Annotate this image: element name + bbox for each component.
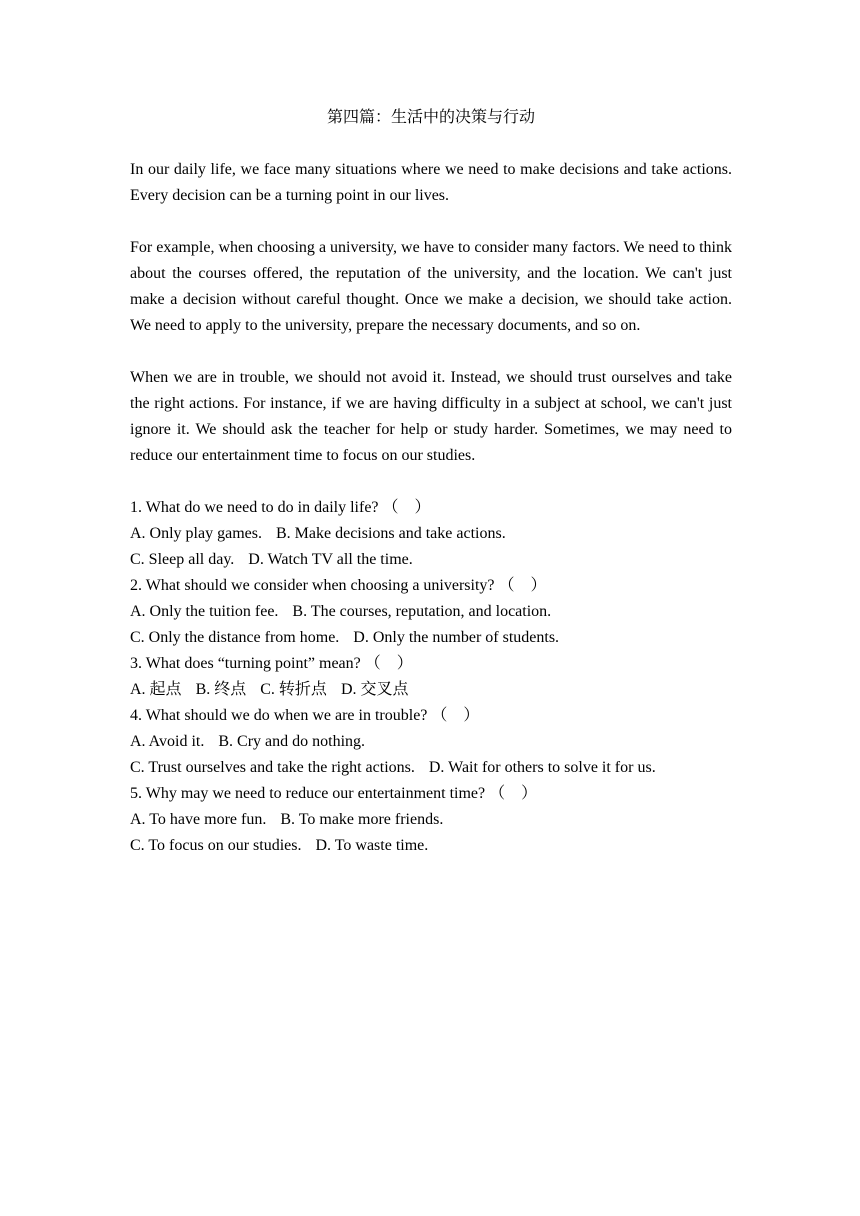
question-1-stem: 1. What do we need to do in daily life? （ ） — [130, 499, 431, 516]
question-4-option-a: A. Avoid it. — [130, 733, 205, 750]
question-2-option-a: A. Only the tuition fee. — [130, 603, 279, 620]
question-4-options-row-2 — [130, 755, 732, 781]
question-3-option-a: A. 起点 — [130, 681, 182, 698]
paragraph-trouble: When we are in trouble, we should not avoid it. Instead, we should trust ourselves and take the right actions. For instance, if we are having difficulty in a subject at school, we can't just ignore it. We should ask the teacher for help or study harder. Sometimes, we may need to reduce our entertainment time to focus on our studies. — [130, 369, 732, 464]
question-2-option-d: D. Only the number of students. — [353, 629, 560, 646]
question-1-option-a: A. Only play games. — [130, 525, 262, 542]
question-4-options-row-1 — [130, 729, 732, 755]
question-3-option-c: C. 转折点 — [260, 681, 327, 698]
document-title: 第四篇：生活中的决策与行动 — [326, 109, 535, 126]
question-5-option-a: A. To have more fun. — [130, 811, 267, 828]
question-5-options-row-1 — [130, 807, 732, 833]
question-1-option-c: C. Sleep all day. — [130, 551, 235, 568]
question-2-stem: 2. What should we consider when choosing a university? （ ） — [130, 577, 547, 594]
question-2-options-row-2 — [130, 625, 732, 651]
question-2-options-row-1 — [130, 599, 732, 625]
question-3-options-row-1 — [130, 677, 732, 703]
question-1-options-row-2 — [130, 547, 732, 573]
question-3-option-d: D. 交叉点 — [340, 681, 409, 698]
question-1-option-b: B. Make decisions and take actions. — [275, 525, 506, 542]
question-1-option-d: D. Watch TV all the time. — [248, 551, 413, 568]
question-5-option-c: C. To focus on our studies. — [130, 837, 302, 854]
question-4-stem: 4. What should we do when we are in trouble? （ ） — [130, 707, 480, 724]
question-2-option-b: B. The courses, reputation, and location. — [292, 603, 552, 620]
question-1-options-row-1 — [130, 521, 732, 547]
question-4-option-c: C. Trust ourselves and take the right actions. — [130, 759, 415, 776]
paragraph-intro: In our daily life, we face many situations where we need to make decisions and take actions. Every decision can be a turning point in our lives. — [130, 161, 732, 204]
document-content — [130, 105, 732, 859]
question-5-options-row-2 — [130, 833, 732, 859]
question-4-option-d: D. Wait for others to solve it for us. — [428, 759, 656, 776]
question-5-option-d: D. To waste time. — [315, 837, 429, 854]
question-3-stem: 3. What does “turning point” mean? （ ） — [130, 655, 413, 672]
question-2-option-c: C. Only the distance from home. — [130, 629, 340, 646]
question-5-stem: 5. Why may we need to reduce our entertainment time? （ ） — [130, 785, 538, 802]
paragraph-university: For example, when choosing a university, we have to consider many factors. We need to think about the courses offered, the reputation of the university, and the location. We can't just make a decision without careful thought. Once we make a decision, we should take action. We need to apply to the university, prepare the necessary documents, and so on. — [130, 239, 732, 334]
question-3-option-b: B. 终点 — [195, 681, 247, 698]
question-5-option-b: B. To make more friends. — [280, 811, 444, 828]
question-list — [130, 495, 732, 859]
question-4-option-b: B. Cry and do nothing. — [218, 733, 366, 750]
